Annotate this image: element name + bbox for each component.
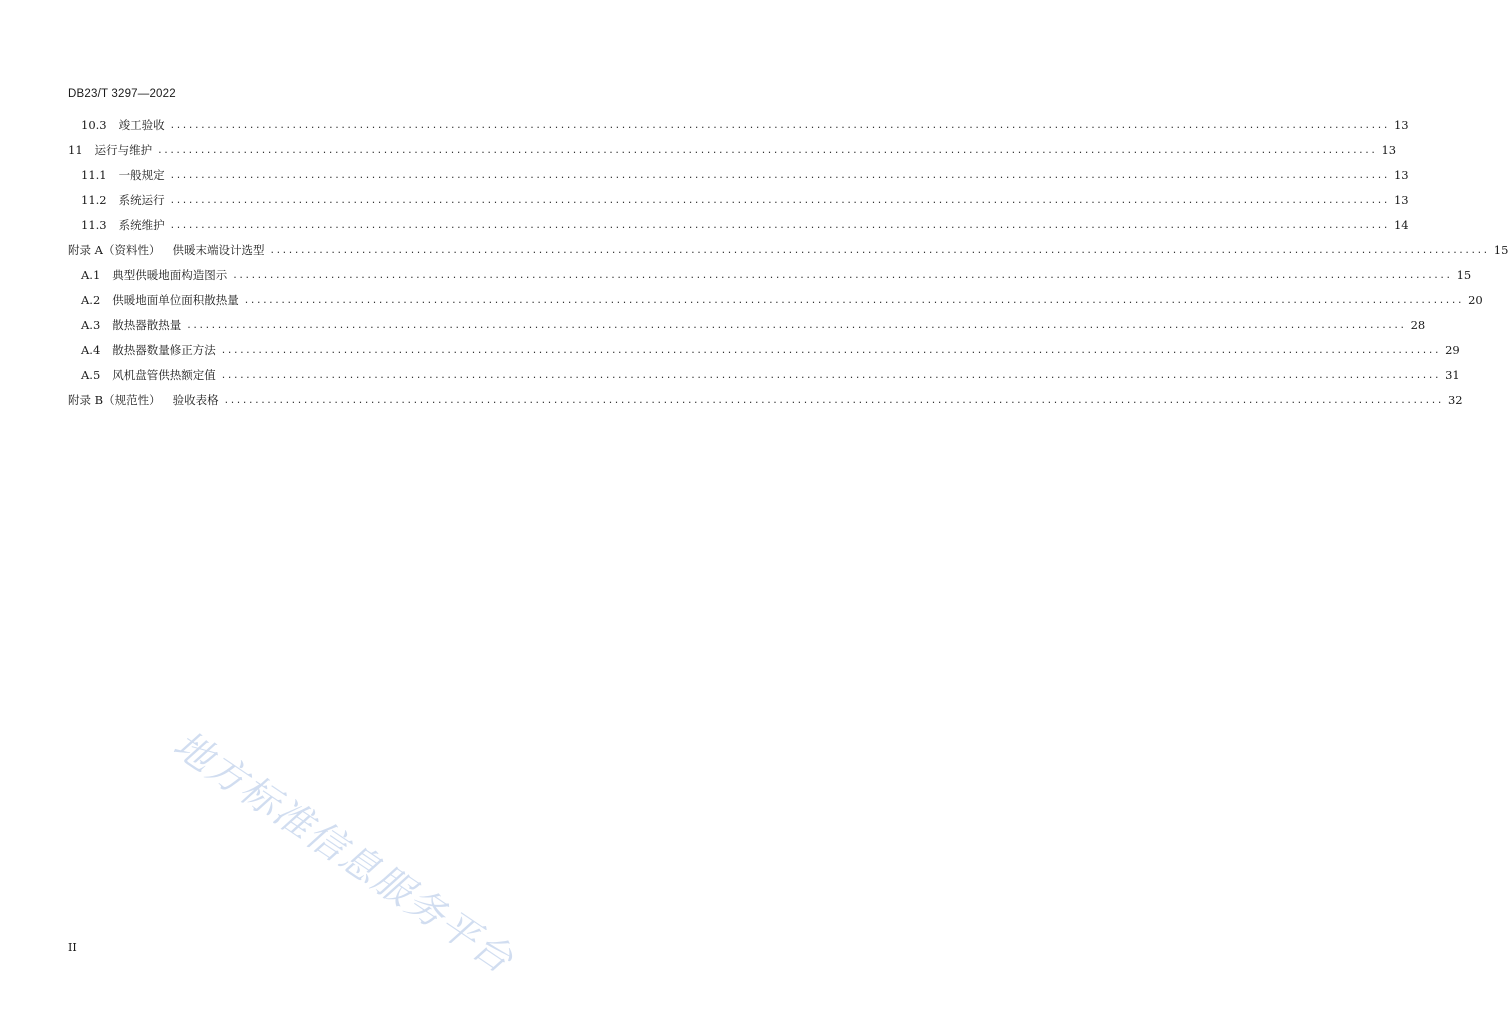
toc-entry-title: 系统维护 [118,218,165,232]
toc-leader-dots: ........................................................................................................................................................................................................ [270,243,1490,256]
toc-entry-number: 11.3 [81,218,107,232]
toc-leader-dots: ........................................................................................................................................................................................................ [170,193,1390,206]
toc-entry[interactable] [81,314,1426,336]
toc-entry-title: 竣工验收 [118,118,165,132]
toc-leader-dots: ........................................................................................................................................................................................................ [170,168,1390,181]
toc-entry-number: 附录 A（资料性） [68,243,161,257]
toc-entry-title: 供暖末端设计选型 [172,243,265,257]
toc-entry-page: 15 [1456,268,1472,282]
toc-entry-title: 典型供暖地面构造图示 [112,268,228,282]
toc-entry-page: 32 [1447,393,1463,407]
toc-entry-page: 13 [1381,143,1397,157]
toc-entry-page: 20 [1468,293,1483,307]
toc-entry-number: A.4 [81,343,101,357]
toc-entry-number: 11 [68,143,83,157]
toc-entry[interactable] [81,339,1460,361]
toc-entry-title: 供暖地面单位面积散热量 [112,293,239,307]
toc-leader-dots: ........................................................................................................................................................................................................ [221,343,1442,356]
toc-leader-dots: ........................................................................................................................................................................................................ [224,393,1444,406]
toc-leader-dots: ........................................................................................................................................................................................................ [187,318,1407,331]
watermark-text: 地方标准信息服务平台 [165,722,522,983]
toc-entry-number: A.5 [81,368,101,382]
toc-entry-page: 13 [1393,118,1409,132]
toc-entry-number: A.1 [81,268,101,282]
toc-leader-dots: ........................................................................................................................................................................................................ [158,143,1378,156]
toc-leader-dots: ........................................................................................................................................................................................................ [233,268,1453,281]
toc-entry-title: 运行与维护 [94,143,153,157]
toc-entry-title: 系统运行 [118,193,165,207]
toc-entry[interactable] [81,264,1472,286]
toc-leader-dots: ........................................................................................................................................................................................................ [221,368,1442,381]
toc-entry[interactable] [68,389,1463,411]
toc-entry-number: 10.3 [81,118,107,132]
toc-entry-page: 15 [1493,243,1508,257]
toc-leader-dots: ........................................................................................................................................................................................................ [170,218,1390,231]
toc-entry[interactable] [81,214,1409,236]
toc-entry-page: 29 [1445,343,1460,357]
toc-entry[interactable] [81,114,1409,136]
toc-entry[interactable] [81,189,1409,211]
toc-entry-title: 散热器散热量 [112,318,182,332]
toc-entry-title: 一般规定 [118,168,165,182]
toc-entry[interactable] [68,139,1397,161]
toc-leader-dots: ........................................................................................................................................................................................................ [170,118,1390,131]
toc-entry-page: 14 [1393,218,1409,232]
toc-entry[interactable] [81,164,1409,186]
toc-entry-title: 风机盘管供热额定值 [112,368,216,382]
toc-entry-title: 验收表格 [172,393,219,407]
toc-entry-page: 28 [1410,318,1426,332]
toc-entry-page: 31 [1445,368,1460,382]
toc-leader-dots: ........................................................................................................................................................................................................ [244,293,1465,306]
toc-entry-number: A.3 [81,318,101,332]
toc-entry-number: 附录 B（规范性） [68,393,161,407]
toc-entry-title: 散热器数量修正方法 [112,343,216,357]
page-number: II [68,941,77,954]
toc-entry-number: 11.2 [81,193,107,207]
toc-entry[interactable] [68,239,1508,261]
toc-entry[interactable] [81,289,1483,311]
toc-entry-number: 11.1 [81,168,107,182]
toc-entry-page: 13 [1393,193,1409,207]
toc-entry[interactable] [81,364,1460,386]
document-code: DB23/T 3297—2022 [68,88,176,100]
toc-entry-page: 13 [1393,168,1409,182]
toc-entry-number: A.2 [81,293,101,307]
